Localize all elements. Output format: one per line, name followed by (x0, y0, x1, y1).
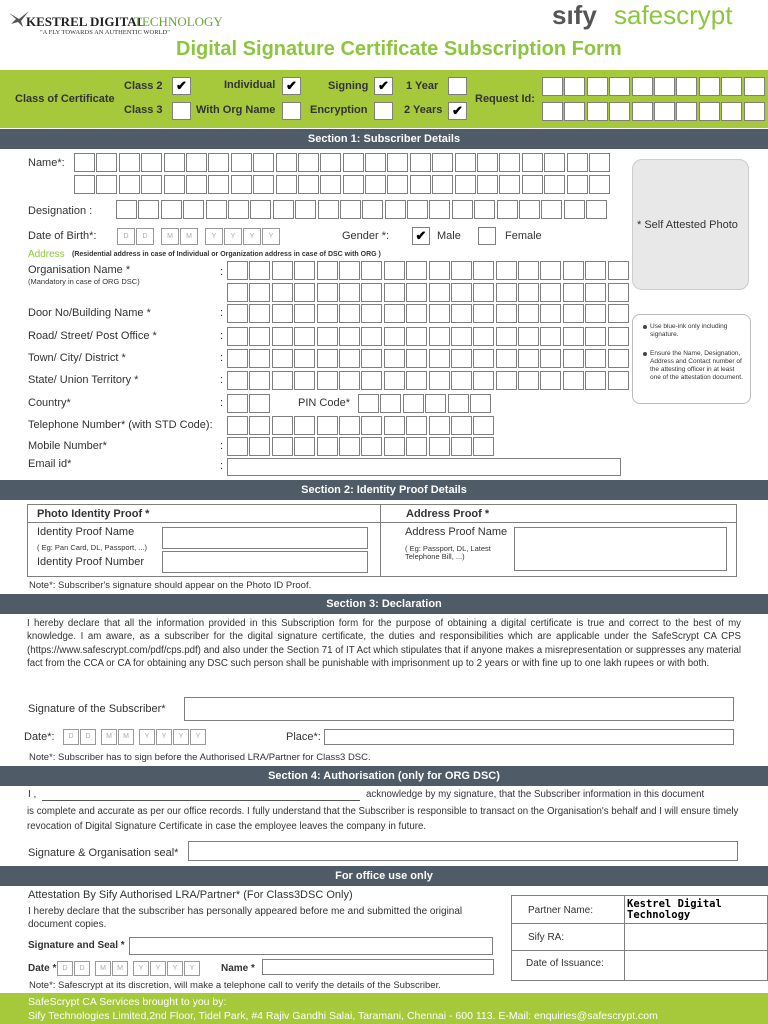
id-proof-name-label: Identity Proof Name (37, 526, 135, 538)
town-label: Town/ City/ District * (28, 352, 126, 364)
note1: Use blue-ink only including signature. (650, 323, 728, 338)
road-label: Road/ Street/ Post Office * (28, 330, 157, 342)
section1-title: Section 1: Subscriber Details (0, 129, 768, 149)
issuance-label: Date of Issuance: (526, 958, 604, 969)
brand-safescrypt: safescrypt (614, 0, 733, 30)
telephone-label: Telephone Number* (with STD Code): (28, 419, 213, 431)
years2-label: 2 Years (404, 104, 443, 116)
date-digit-box[interactable]: D (63, 729, 79, 745)
logo-tagline: "A FLY TOWARDS AN AUTHENTIC WORLD" (40, 29, 170, 36)
sify-ra-label: Sify RA: (528, 932, 565, 943)
year1-label: 1 Year (406, 80, 439, 92)
door-input[interactable] (227, 304, 630, 323)
request-id-row1[interactable] (542, 77, 766, 96)
addr-proof-name-label: Address Proof Name (405, 526, 508, 538)
auth-text-a: acknowledge by my signature, that the Subscriber information in this document (366, 789, 705, 800)
request-id-label: Request Id: (475, 93, 535, 105)
place-input[interactable] (324, 729, 734, 745)
section3-note: Note*: Subscriber has to sign before the Authorised LRA/Partner for Class3 DSC. (29, 752, 371, 763)
note-bullet-2 (643, 352, 647, 356)
date-digit-box[interactable]: M (112, 961, 128, 976)
partner-table-hline1 (511, 923, 768, 924)
office-title: For office use only (0, 866, 768, 886)
date-digit-box[interactable]: Y (224, 228, 242, 245)
section4-title: Section 4: Authorisation (only for ORG DSC) (0, 766, 768, 786)
road-input[interactable] (227, 327, 630, 346)
sig-seal-label: Signature and Seal * (28, 940, 125, 951)
place-label: Place*: (286, 731, 321, 743)
male-checkbox[interactable]: ✔ (412, 227, 430, 245)
logo-technology: TECHNOLOGY (134, 14, 223, 29)
colon: : (220, 307, 224, 319)
office-note: Note*: Safescrypt at its discretion, will make a telephone call to verify the details of the Subscriber. (29, 980, 441, 991)
dob-input[interactable] (117, 228, 307, 245)
partner-table-vline (624, 895, 625, 981)
footer-line1: SafeScrypt CA Services brought to you by: (28, 996, 227, 1008)
attest-declare: I hereby declare that the subscriber has personally appeared before me and submitted the original document copies. (28, 906, 463, 930)
section3-title: Section 3: Declaration (0, 594, 768, 614)
male-label: Male (437, 230, 461, 242)
gender-label: Gender *: (342, 230, 390, 242)
request-id-row2[interactable] (542, 102, 766, 121)
colon: : (220, 460, 224, 472)
colon: : (220, 440, 224, 452)
pin-input[interactable] (358, 394, 492, 413)
office-name-input[interactable] (262, 959, 494, 975)
country-input[interactable] (227, 394, 272, 413)
designation-input[interactable] (116, 200, 609, 219)
partner-name-value: Kestrel Digital Technology (627, 898, 722, 921)
email-input[interactable] (227, 458, 621, 476)
email-label: Email id* (28, 458, 72, 470)
sify-logo (552, 0, 762, 34)
note-bullet-1 (643, 325, 647, 329)
footer-line2: Sify Technologies Limited,2nd Floor, Tidel Park, #4 Rajiv Gandhi Salai, Taramani, Chennai - 600 113. E-Mail: enquiries@safescrypt.com (28, 1010, 658, 1022)
state-input[interactable] (227, 371, 630, 390)
date-digit-box[interactable]: Y (173, 729, 189, 745)
colon: : (220, 397, 224, 409)
date-digit-box[interactable]: M (180, 228, 198, 245)
subscriber-signature-label: Signature of the Subscriber* (28, 703, 166, 715)
date-digit-box[interactable]: Y (133, 961, 149, 976)
org-name-row1[interactable] (227, 261, 630, 280)
signing-label: Signing (328, 80, 369, 92)
kestrel-logo (8, 8, 228, 38)
addr-proof-eg: ( Eg: Passport, DL, Latest Telephone Bill, ...) (405, 544, 491, 561)
brand-sify: sıfy (552, 0, 597, 30)
partner-name-label: Partner Name: (528, 905, 594, 916)
dob-label: Date of Birth*: (28, 230, 97, 242)
section2-title: Section 2: Identity Proof Details (0, 480, 768, 500)
org-seal-label: Signature & Organisation seal* (28, 847, 179, 859)
pin-label: PIN Code* (298, 397, 350, 409)
id-proof-eg: ( Eg: Pan Card, DL, Passport, ...) (37, 543, 148, 552)
office-name-label: Name * (221, 963, 255, 974)
mobile-label: Mobile Number* (28, 440, 107, 452)
sec3-date-label: Date*: (24, 731, 55, 743)
date-digit-box[interactable]: Y (184, 961, 200, 976)
female-checkbox[interactable] (478, 227, 496, 245)
country-label: Country* (28, 397, 71, 409)
id-proof-number-input[interactable] (162, 551, 368, 573)
address-heading: Address (28, 249, 65, 260)
declaration-text: I hereby declare that all the information provided in this Subscription form for the purpose of obtaining a digital certificate is true and correct to the best of my knowledge. I am aware, as a subscriber for the digital signature certificate, the duties and responsibilities which are applicable under the SafeScrypt CA CPS (https://www.safescrypt.com/pdf/cps.pdf) and also under the Section 71 of IT Act which stipulates that if anyone makes a misrepresentation or suppresses any material fact from the CCA or CA for obtaining any DSC such person shall be punishable with imprisonment up to 2 years or with fine up to one lakh rupees or with both. (27, 618, 741, 670)
with-org-checkbox[interactable] (282, 102, 301, 120)
class-label: Class of Certificate (15, 93, 115, 105)
date-digit-box[interactable]: Y (243, 228, 261, 245)
name-row1[interactable] (74, 153, 611, 172)
photo-id-heading: Photo Identity Proof * (37, 508, 150, 520)
encryption-checkbox[interactable] (374, 102, 393, 120)
colon: : (220, 266, 224, 278)
class2-label: Class 2 (124, 80, 163, 92)
name-label: Name*: (28, 157, 65, 169)
with-org-label: With Org Name (196, 104, 276, 116)
designation-label: Designation : (28, 205, 93, 217)
auth-i-label: I , (28, 789, 37, 800)
signing-checkbox[interactable]: ✔ (374, 77, 393, 95)
section2-note: Note*: Subscriber's signature should appear on the Photo ID Proof. (29, 580, 312, 591)
date-digit-box[interactable]: M (95, 961, 111, 976)
subscriber-signature-input[interactable] (184, 697, 734, 721)
door-label: Door No/Building Name * (28, 307, 151, 319)
encryption-label: Encryption (310, 104, 368, 116)
years2-checkbox[interactable]: ✔ (448, 102, 467, 120)
auth-text-b: is complete and accurate as per our office records. I fully understand that the Subscriber is responsible to transact on the Organisation's behalf and I will ensure timely revocation of Digital Signature Certificate in case the employee leaves the company in future. (27, 806, 739, 832)
org-seal-input[interactable] (188, 841, 738, 861)
colon: : (220, 352, 224, 364)
name-row2[interactable] (74, 175, 611, 194)
date-digit-box[interactable]: M (161, 228, 179, 245)
date-digit-box[interactable]: Y (150, 961, 166, 976)
form-title: Digital Signature Certificate Subscription Form (176, 38, 622, 60)
photo-label: * Self Attested Photo (637, 219, 738, 231)
individual-checkbox[interactable]: ✔ (282, 77, 301, 95)
mobile-input[interactable] (227, 437, 496, 456)
sec3-date-input[interactable] (63, 729, 223, 745)
date-digit-box[interactable]: Y (167, 961, 183, 976)
org-name-note: (Mandatory in case of ORG DSC) (28, 277, 140, 286)
state-label: State/ Union Territory * (28, 374, 139, 386)
date-digit-box[interactable]: Y (156, 729, 172, 745)
address-note: (Residential address in case of Individual or Organization address in case of DSC with ORG ) (72, 251, 381, 258)
individual-label: Individual (224, 79, 276, 91)
female-label: Female (505, 230, 542, 242)
id-proof-vline (380, 504, 381, 577)
date-digit-box[interactable]: M (118, 729, 134, 745)
note2: Ensure the Name, Designation, Address and Contact number of the attesting officer in at least one of the attestation document. (650, 350, 743, 381)
id-proof-number-label: Identity Proof Number (37, 556, 144, 568)
attest-label: Attestation By Sify Authorised LRA/Partner* (For Class3DSC Only) (28, 889, 353, 901)
addr-proof-name-input[interactable] (514, 527, 727, 571)
logo-company: KESTREL DIGITAL (26, 14, 146, 29)
auth-name-line[interactable] (42, 800, 360, 801)
date-digit-box[interactable]: D (80, 729, 96, 745)
org-name-label: Organisation Name * (28, 264, 131, 276)
date-digit-box[interactable]: Y (205, 228, 223, 245)
partner-table-hline2 (511, 950, 768, 951)
class3-checkbox[interactable] (172, 102, 191, 120)
date-digit-box[interactable]: D (57, 961, 73, 976)
addr-proof-heading: Address Proof * (406, 508, 490, 520)
town-input[interactable] (227, 349, 630, 368)
class2-checkbox[interactable]: ✔ (172, 77, 191, 95)
office-date-label: Date * (28, 963, 57, 974)
colon: : (220, 374, 224, 386)
telephone-input[interactable] (227, 416, 496, 435)
date-digit-box[interactable]: Y (262, 228, 280, 245)
office-date-input[interactable] (57, 961, 217, 976)
date-digit-box[interactable]: Y (139, 729, 155, 745)
sig-seal-input[interactable] (129, 937, 493, 955)
date-digit-box[interactable]: D (117, 228, 135, 245)
org-name-row2[interactable] (227, 283, 630, 302)
id-proof-name-input[interactable] (162, 527, 368, 549)
year1-checkbox[interactable] (448, 77, 467, 95)
id-proof-hline (27, 522, 737, 523)
date-digit-box[interactable]: D (136, 228, 154, 245)
date-digit-box[interactable]: Y (190, 729, 206, 745)
colon: : (220, 330, 224, 342)
date-digit-box[interactable]: D (74, 961, 90, 976)
class3-label: Class 3 (124, 104, 163, 116)
date-digit-box[interactable]: M (101, 729, 117, 745)
